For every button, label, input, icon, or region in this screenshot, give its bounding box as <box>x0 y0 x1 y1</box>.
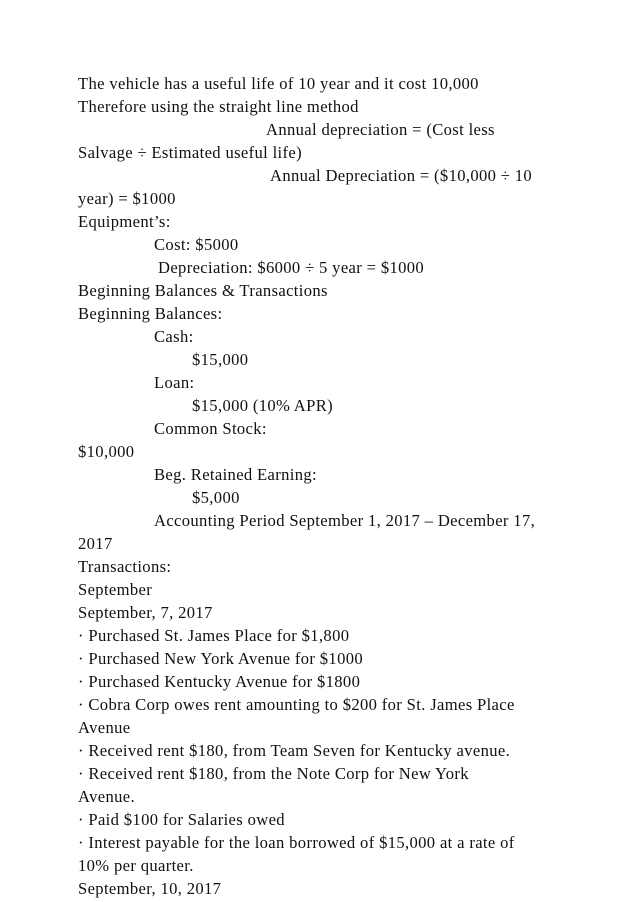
text-line: Avenue. <box>78 787 135 806</box>
text-line: 2017 <box>78 534 113 553</box>
text-line: Annual depreciation = (Cost less <box>266 120 495 139</box>
text-line: Annual Depreciation = ($10,000 ÷ 10 <box>270 166 533 185</box>
text-line: Beg. Retained Earning: <box>154 465 317 484</box>
text-line: Therefore using the straight line method <box>78 97 359 116</box>
text-line: · Received rent $180, from the Note Corp for New York <box>78 764 469 783</box>
text-line: $5,000 <box>192 488 240 507</box>
text-line: · Purchased Kentucky Avenue for $1800 <box>78 672 361 691</box>
text-line: Salvage ÷ Estimated useful life) <box>78 143 302 162</box>
text-line: · Cobra Corp owes rent amounting to $200 for St. James Place <box>78 695 515 714</box>
text-line: Loan: <box>154 373 195 392</box>
text-line: · Paid $100 for Salaries owed <box>78 810 285 829</box>
text-line: Beginning Balances & Transactions <box>78 281 328 300</box>
text-line: Avenue <box>78 718 131 737</box>
text-line: The vehicle has a useful life of 10 year and it cost 10,000 <box>78 74 479 93</box>
text-line: Accounting Period September 1, 2017 – December 17, <box>154 511 536 530</box>
text-line: September, 10, 2017 <box>78 879 222 898</box>
text-line: · Interest payable for the loan borrowed of $15,000 at a rate of <box>78 833 515 852</box>
text-line: Depreciation: $6000 ÷ 5 year = $1000 <box>158 258 425 277</box>
text-line: September, 7, 2017 <box>78 603 213 622</box>
text-line: $15,000 (10% APR) <box>192 396 334 415</box>
text-line: Cash: <box>154 327 194 346</box>
text-line: year) = $1000 <box>78 189 176 208</box>
text-line: Equipment’s: <box>78 212 171 231</box>
text-line: Common Stock: <box>154 419 267 438</box>
text-line: Cost: $5000 <box>154 235 239 254</box>
text-line: $10,000 <box>78 442 135 461</box>
text-line: · Purchased New York Avenue for $1000 <box>78 649 364 668</box>
text-line: Transactions: <box>78 557 172 576</box>
text-line: · Purchased St. James Place for $1,800 <box>78 626 350 645</box>
text-line: 10% per quarter. <box>78 856 194 875</box>
text-line: · Received rent $180, from Team Seven for Kentucky avenue. <box>78 741 511 760</box>
text-line: September <box>78 580 153 599</box>
text-line: $15,000 <box>192 350 249 369</box>
text-line: Beginning Balances: <box>78 304 223 323</box>
